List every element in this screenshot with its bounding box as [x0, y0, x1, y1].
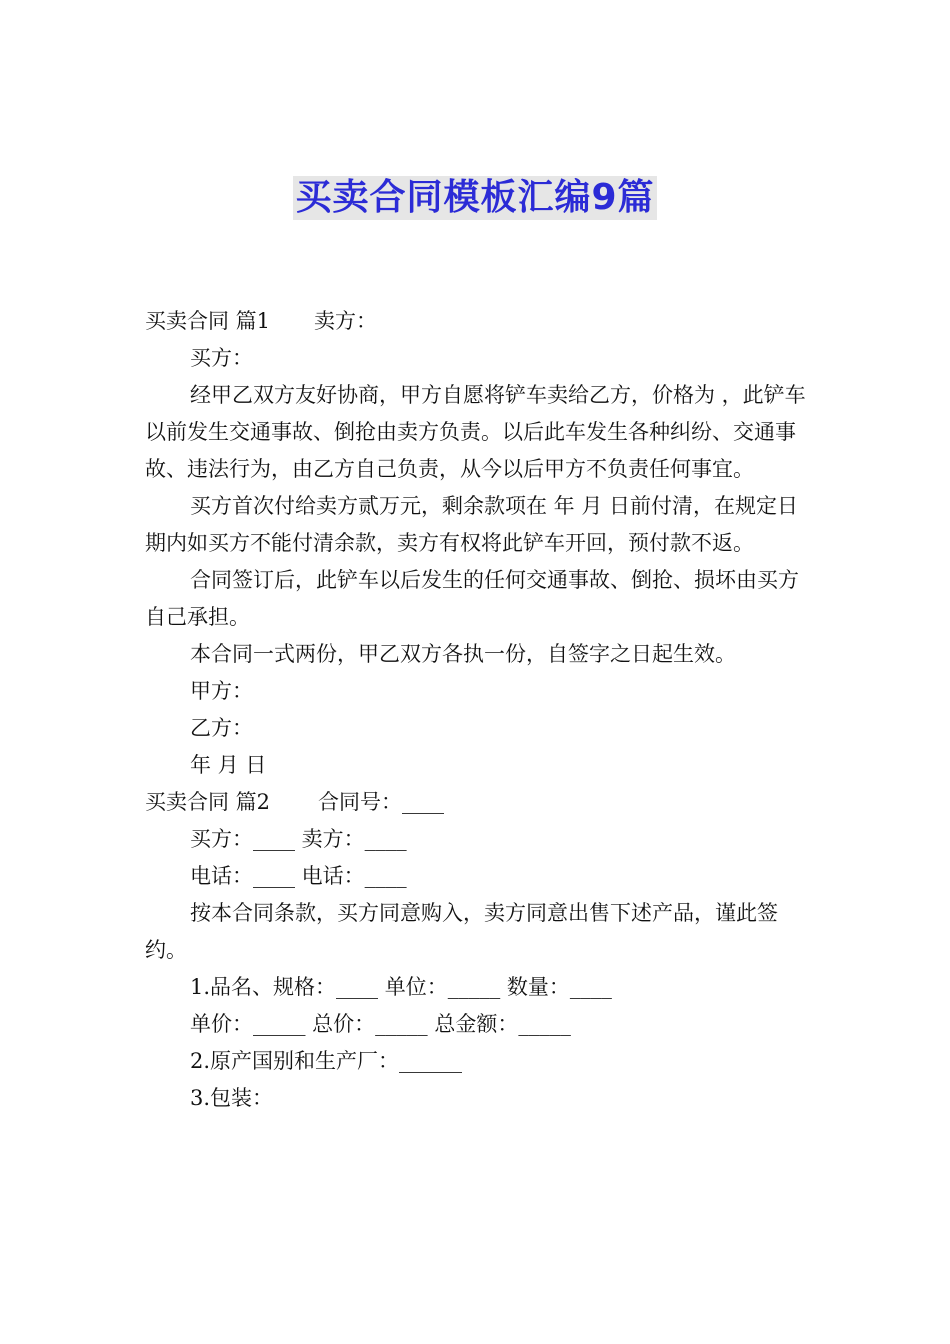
item-3-line: 3.包装：	[190, 1086, 274, 1110]
price-line: 单价：_____ 总价：_____ 总金额：_____	[190, 1012, 571, 1036]
section1-paragraph-4: 本合同一式两份，甲乙双方各执一份，自签字之日起生效。	[190, 642, 736, 666]
item-2-line: 2.原产国别和生产厂：______	[190, 1049, 463, 1073]
party-a-label: 甲方：	[190, 679, 253, 703]
section2-intro: 按本合同条款，买方同意购入，卖方同意出售下述产品，谨此签约。	[145, 901, 778, 962]
item-1-line: 1.品名、规格：____ 单位：_____ 数量：____	[190, 975, 612, 999]
contract-number: 合同号：____	[318, 790, 445, 814]
section1-heading-line	[145, 303, 813, 340]
title-container	[0, 176, 950, 220]
buyer-label: 买方：	[190, 346, 253, 370]
section1-paragraph-2: 买方首次付给卖方贰万元，剩余款项在 年 月 日前付清，在规定日期内如买方不能付清余款，卖方有权将此铲车开回，预付款不返。	[145, 494, 799, 555]
party-b-label: 乙方：	[190, 716, 253, 740]
document-body	[145, 303, 813, 1117]
phones-line: 电话：____ 电话：____	[190, 864, 407, 888]
section1-heading: 买卖合同 篇1	[145, 309, 271, 333]
parties-line: 买方：____ 卖方：____	[190, 827, 407, 851]
section2-heading: 买卖合同 篇2	[145, 790, 271, 814]
section1-paragraph-1: 经甲乙双方友好协商，甲方自愿将铲车卖给乙方，价格为 ，此铲车以前发生交通事故、倒抢由卖方负责。以后此车发生各种纠纷、交通事故、违法行为，由乙方自己负责，从今以后甲方不负责任何事宜。	[145, 383, 806, 481]
section1-paragraph-3: 合同签订后，此铲车以后发生的任何交通事故、倒抢、损坏由买方自己承担。	[145, 568, 799, 629]
document-title: 买卖合同模板汇编9篇	[295, 177, 655, 218]
section2-heading-line	[145, 784, 813, 821]
seller-label: 卖方：	[314, 309, 378, 333]
signature-date: 年 月 日	[190, 753, 267, 777]
